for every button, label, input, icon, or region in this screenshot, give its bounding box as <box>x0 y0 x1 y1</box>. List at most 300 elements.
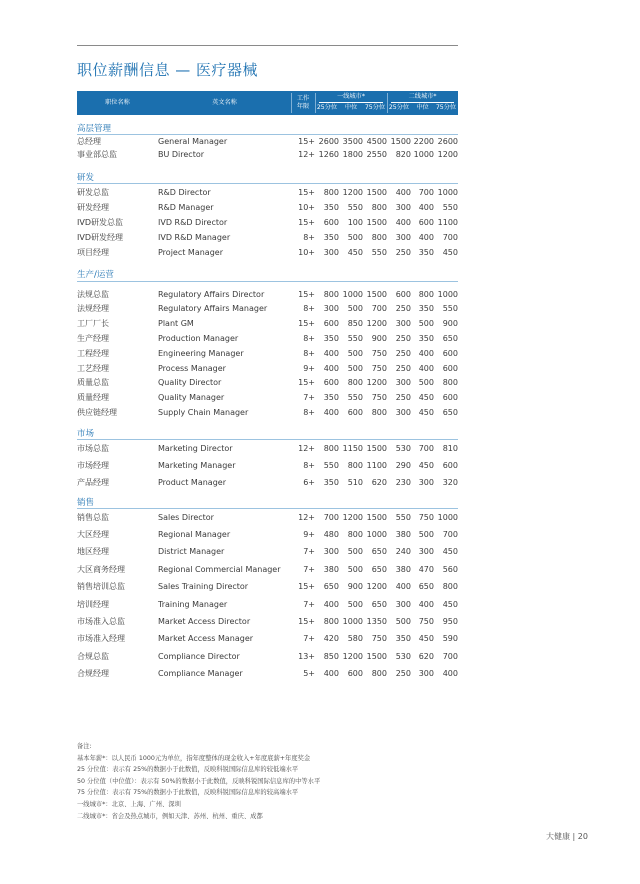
cell-years: 15+ <box>298 319 315 328</box>
note-line: 50 分位值（中位值）：表示有 50%的数据小于此数值，反映科锐国际信息库的中等水平 <box>77 777 321 785</box>
cell-tier1-p25: 300 <box>323 547 339 556</box>
cell-years: 8+ <box>303 461 315 470</box>
cell-tier1-p75: 800 <box>371 203 387 212</box>
section-divider <box>77 134 458 135</box>
cell-tier2-p75: 400 <box>442 669 458 678</box>
section-divider <box>77 508 458 509</box>
cell-tier1-p25: 800 <box>323 290 339 299</box>
table-row <box>77 303 458 315</box>
cell-cn: 法规总监 <box>77 290 109 299</box>
cell-tier2-p75: 1100 <box>437 218 458 227</box>
cell-en: Quality Manager <box>158 393 225 402</box>
cell-years: 8+ <box>303 304 315 313</box>
cell-tier1-p75: 750 <box>371 393 387 402</box>
cell-tier1-p50: 1800 <box>342 150 363 159</box>
cell-cn: 研发经理 <box>77 203 109 212</box>
cell-tier2-p75: 700 <box>442 530 458 539</box>
cell-en: Production Manager <box>158 334 239 343</box>
cell-tier2-p25: 500 <box>395 617 411 626</box>
cell-tier2-p25: 300 <box>395 203 411 212</box>
table-row <box>77 392 458 404</box>
cell-tier1-p25: 1260 <box>318 150 339 159</box>
table-row <box>77 232 458 244</box>
cell-tier2-p75: 600 <box>442 349 458 358</box>
cell-cn: 合规总监 <box>77 652 109 661</box>
cell-en: R&D Director <box>158 188 211 197</box>
cell-tier2-p75: 2600 <box>437 137 458 146</box>
cell-tier1-p25: 400 <box>323 349 339 358</box>
cell-tier2-p25: 230 <box>395 478 411 487</box>
cell-tier2-p50: 300 <box>418 478 434 487</box>
cell-tier2-p75: 800 <box>442 582 458 591</box>
cell-en: Quality Director <box>158 378 222 387</box>
cell-tier2-p50: 650 <box>418 582 434 591</box>
header-tier2-underline <box>391 102 454 103</box>
cell-cn: 质量总监 <box>77 378 109 387</box>
cell-years: 12+ <box>298 513 315 522</box>
cell-cn: 市场准入总监 <box>77 617 125 626</box>
cell-tier1-p25: 850 <box>323 652 339 661</box>
cell-tier1-p50: 1200 <box>342 652 363 661</box>
table-row <box>77 333 458 345</box>
cell-tier1-p25: 400 <box>323 408 339 417</box>
cell-tier2-p25: 250 <box>395 364 411 373</box>
table-row <box>77 136 458 148</box>
cell-tier1-p75: 700 <box>371 304 387 313</box>
table-row <box>77 460 458 472</box>
cell-cn: 工厂厂长 <box>77 319 109 328</box>
cell-years: 7+ <box>303 565 315 574</box>
cell-tier2-p50: 2200 <box>413 137 434 146</box>
table-row <box>77 651 458 663</box>
cell-cn: 质量经理 <box>77 393 109 402</box>
cell-tier1-p50: 500 <box>347 304 363 313</box>
cell-tier2-p25: 300 <box>395 600 411 609</box>
cell-tier1-p25: 300 <box>323 304 339 313</box>
cell-tier1-p50: 510 <box>347 478 363 487</box>
cell-tier2-p75: 450 <box>442 600 458 609</box>
cell-tier1-p50: 500 <box>347 565 363 574</box>
cell-tier1-p75: 650 <box>371 600 387 609</box>
cell-tier1-p50: 1200 <box>342 188 363 197</box>
cell-tier1-p75: 750 <box>371 634 387 643</box>
cell-cn: 市场总监 <box>77 444 109 453</box>
cell-tier2-p50: 500 <box>418 378 434 387</box>
cell-cn: 项目经理 <box>77 248 109 257</box>
cell-tier2-p75: 1000 <box>437 188 458 197</box>
cell-years: 8+ <box>303 408 315 417</box>
cell-tier1-p50: 100 <box>347 218 363 227</box>
table-row <box>77 668 458 680</box>
cell-tier1-p75: 650 <box>371 565 387 574</box>
cell-tier1-p75: 1500 <box>366 218 387 227</box>
cell-en: Marketing Manager <box>158 461 236 470</box>
cell-tier2-p50: 350 <box>418 248 434 257</box>
cell-tier2-p50: 350 <box>418 304 434 313</box>
header-years: 工作 年限 <box>296 95 310 110</box>
cell-years: 6+ <box>303 478 315 487</box>
cell-tier2-p25: 380 <box>395 565 411 574</box>
cell-tier1-p50: 1150 <box>342 444 363 453</box>
cell-tier2-p50: 500 <box>418 530 434 539</box>
header-tier1-p50: 中位 <box>344 104 358 111</box>
cell-tier2-p25: 530 <box>395 444 411 453</box>
cell-tier1-p50: 550 <box>347 393 363 402</box>
cell-tier2-p75: 320 <box>442 478 458 487</box>
cell-tier2-p75: 1200 <box>437 150 458 159</box>
cell-tier2-p50: 470 <box>418 565 434 574</box>
cell-tier2-p75: 1000 <box>437 290 458 299</box>
page-footer: 大健康 | 20 <box>546 832 588 841</box>
cell-cn: 合规经理 <box>77 669 109 678</box>
cell-years: 15+ <box>298 290 315 299</box>
cell-tier2-p50: 450 <box>418 393 434 402</box>
top-rule <box>77 45 458 46</box>
table-row <box>77 377 458 389</box>
cell-tier2-p50: 400 <box>418 364 434 373</box>
cell-en: Supply Chain Manager <box>158 408 249 417</box>
cell-en: Training Manager <box>158 600 228 609</box>
cell-tier2-p25: 300 <box>395 233 411 242</box>
cell-tier1-p25: 350 <box>323 478 339 487</box>
cell-tier2-p25: 400 <box>395 188 411 197</box>
cell-years: 7+ <box>303 600 315 609</box>
cell-tier2-p75: 550 <box>442 304 458 313</box>
section-divider <box>77 281 458 282</box>
cell-cn: IVD研发总监 <box>77 218 123 227</box>
cell-cn: 大区经理 <box>77 530 109 539</box>
cell-tier2-p25: 350 <box>395 634 411 643</box>
cell-cn: 法规经理 <box>77 304 109 313</box>
cell-tier2-p75: 560 <box>442 565 458 574</box>
cell-tier2-p25: 300 <box>395 378 411 387</box>
cell-tier2-p25: 290 <box>395 461 411 470</box>
cell-tier1-p50: 600 <box>347 669 363 678</box>
cell-tier1-p50: 580 <box>347 634 363 643</box>
cell-tier1-p25: 600 <box>323 378 339 387</box>
cell-years: 10+ <box>298 203 315 212</box>
cell-tier2-p50: 400 <box>418 203 434 212</box>
table-row <box>77 633 458 645</box>
cell-tier1-p50: 800 <box>347 461 363 470</box>
cell-tier1-p25: 600 <box>323 319 339 328</box>
cell-tier2-p50: 700 <box>418 188 434 197</box>
cell-tier1-p75: 620 <box>371 478 387 487</box>
cell-tier1-p25: 2600 <box>318 137 339 146</box>
cell-tier1-p25: 350 <box>323 334 339 343</box>
cell-tier2-p75: 810 <box>442 444 458 453</box>
section-title-marketing: 市场 <box>77 429 95 439</box>
cell-tier1-p75: 2550 <box>366 150 387 159</box>
cell-tier2-p50: 450 <box>418 634 434 643</box>
cell-en: Regional Manager <box>158 530 231 539</box>
cell-years: 15+ <box>298 582 315 591</box>
cell-tier2-p75: 600 <box>442 364 458 373</box>
cell-en: Compliance Director <box>158 652 240 661</box>
cell-tier2-p75: 450 <box>442 248 458 257</box>
cell-tier2-p50: 300 <box>418 669 434 678</box>
cell-tier1-p50: 800 <box>347 378 363 387</box>
cell-tier1-p50: 600 <box>347 408 363 417</box>
cell-en: Process Manager <box>158 364 226 373</box>
cell-tier1-p25: 420 <box>323 634 339 643</box>
table-row <box>77 564 458 576</box>
header-tier2: 二线城市* <box>408 93 437 100</box>
cell-tier1-p25: 480 <box>323 530 339 539</box>
header-english-name: 英文名称 <box>212 99 237 106</box>
section-title-operations: 生产/运营 <box>77 270 114 280</box>
cell-en: Regional Commercial Manager <box>158 565 281 574</box>
cell-tier2-p75: 450 <box>442 547 458 556</box>
cell-tier1-p75: 550 <box>371 248 387 257</box>
cell-tier1-p75: 1100 <box>366 461 387 470</box>
cell-years: 7+ <box>303 393 315 402</box>
cell-tier1-p75: 1500 <box>366 444 387 453</box>
cell-en: Compliance Manager <box>158 669 243 678</box>
cell-years: 9+ <box>303 364 315 373</box>
cell-en: Plant GM <box>158 319 194 328</box>
cell-tier1-p50: 1000 <box>342 617 363 626</box>
cell-years: 8+ <box>303 349 315 358</box>
cell-tier2-p75: 650 <box>442 334 458 343</box>
cell-tier1-p25: 380 <box>323 565 339 574</box>
cell-years: 10+ <box>298 248 315 257</box>
cell-tier1-p50: 900 <box>347 582 363 591</box>
note-line: 二线城市*：省会及热点城市，例如天津、苏州、杭州、重庆、成都 <box>77 812 263 820</box>
table-row <box>77 202 458 214</box>
cell-tier2-p75: 600 <box>442 393 458 402</box>
cell-tier2-p75: 1000 <box>437 513 458 522</box>
cell-en: IVD R&D Director <box>158 218 228 227</box>
cell-tier2-p75: 550 <box>442 203 458 212</box>
cell-tier2-p25: 250 <box>395 349 411 358</box>
cell-tier1-p75: 1500 <box>366 188 387 197</box>
table-row <box>77 616 458 628</box>
table-row <box>77 187 458 199</box>
note-line: 75 分位值：表示有 75%的数据小于此数值，反映科锐国际信息库的较高端水平 <box>77 789 299 797</box>
cell-tier2-p50: 450 <box>418 408 434 417</box>
cell-tier1-p50: 3500 <box>342 137 363 146</box>
cell-en: Market Access Manager <box>158 634 254 643</box>
cell-years: 9+ <box>303 530 315 539</box>
cell-tier1-p75: 1200 <box>366 582 387 591</box>
note-line: 一线城市*：北京、上海、广州、深圳 <box>77 800 181 808</box>
table-row <box>77 363 458 375</box>
cell-tier2-p25: 250 <box>395 334 411 343</box>
cell-tier1-p75: 1000 <box>366 530 387 539</box>
cell-tier1-p75: 4500 <box>366 137 387 146</box>
cell-en: Product Manager <box>158 478 226 487</box>
cell-years: 12+ <box>298 150 315 159</box>
cell-tier2-p50: 750 <box>418 617 434 626</box>
cell-cn: 研发总监 <box>77 188 109 197</box>
cell-en: Regulatory Affairs Director <box>158 290 265 299</box>
header-tier2-p75: 75分位 <box>435 104 457 111</box>
cell-cn: 总经理 <box>77 137 101 146</box>
cell-en: General Manager <box>158 137 228 146</box>
cell-tier2-p75: 650 <box>442 408 458 417</box>
cell-en: Regulatory Affairs Manager <box>158 304 268 313</box>
cell-tier2-p25: 300 <box>395 319 411 328</box>
cell-tier1-p75: 900 <box>371 334 387 343</box>
cell-tier1-p75: 750 <box>371 364 387 373</box>
cell-en: IVD R&D Manager <box>158 233 231 242</box>
header-divider <box>291 93 292 113</box>
table-header <box>77 91 458 115</box>
table-row <box>77 477 458 489</box>
table-row <box>77 529 458 541</box>
cell-tier2-p50: 800 <box>418 290 434 299</box>
cell-tier1-p50: 450 <box>347 248 363 257</box>
cell-tier2-p50: 600 <box>418 218 434 227</box>
table-row <box>77 289 458 301</box>
cell-tier1-p75: 1200 <box>366 378 387 387</box>
cell-tier1-p25: 400 <box>323 600 339 609</box>
cell-en: Sales Training Director <box>158 582 249 591</box>
cell-cn: 供应链经理 <box>77 408 117 417</box>
cell-en: R&D Manager <box>158 203 214 212</box>
cell-tier1-p25: 600 <box>323 218 339 227</box>
cell-tier2-p50: 400 <box>418 349 434 358</box>
cell-tier1-p25: 800 <box>323 444 339 453</box>
cell-tier2-p25: 240 <box>395 547 411 556</box>
table-row <box>77 407 458 419</box>
table-row <box>77 149 458 161</box>
cell-tier1-p75: 750 <box>371 349 387 358</box>
cell-tier2-p50: 1000 <box>413 150 434 159</box>
cell-tier2-p50: 350 <box>418 334 434 343</box>
cell-years: 8+ <box>303 334 315 343</box>
cell-tier2-p25: 820 <box>395 150 411 159</box>
cell-tier2-p50: 620 <box>418 652 434 661</box>
table-row <box>77 581 458 593</box>
table-row <box>77 217 458 229</box>
cell-years: 15+ <box>298 218 315 227</box>
cell-tier2-p50: 500 <box>418 319 434 328</box>
header-tier1-underline <box>319 102 383 103</box>
cell-en: Engineering Manager <box>158 349 244 358</box>
footnotes <box>77 741 320 822</box>
cell-tier1-p50: 500 <box>347 349 363 358</box>
cell-en: District Manager <box>158 547 225 556</box>
cell-tier1-p25: 300 <box>323 248 339 257</box>
header-position-name: 职位名称 <box>105 99 130 106</box>
cell-tier1-p75: 1350 <box>366 617 387 626</box>
cell-tier2-p50: 450 <box>418 461 434 470</box>
cell-years: 13+ <box>298 652 315 661</box>
section-divider <box>77 439 458 440</box>
cell-tier1-p25: 400 <box>323 669 339 678</box>
section-title-sales: 销售 <box>77 498 95 508</box>
cell-cn: 市场准入经理 <box>77 634 125 643</box>
cell-tier1-p25: 800 <box>323 188 339 197</box>
cell-cn: IVD研发经理 <box>77 233 123 242</box>
cell-tier2-p50: 400 <box>418 600 434 609</box>
cell-tier1-p75: 1500 <box>366 290 387 299</box>
cell-tier2-p75: 590 <box>442 634 458 643</box>
cell-tier1-p50: 500 <box>347 233 363 242</box>
cell-cn: 工程经理 <box>77 349 109 358</box>
cell-tier2-p25: 250 <box>395 248 411 257</box>
header-tier1-p25: 25分位 <box>316 104 338 111</box>
page-title: 职位薪酬信息 — 医疗器械 <box>77 61 259 79</box>
header-tier2-p50: 中位 <box>416 104 429 111</box>
cell-tier1-p75: 1200 <box>366 319 387 328</box>
cell-tier2-p25: 550 <box>395 513 411 522</box>
cell-years: 15+ <box>298 137 315 146</box>
table-row <box>77 546 458 558</box>
cell-tier1-p50: 800 <box>347 530 363 539</box>
cell-tier2-p25: 400 <box>395 582 411 591</box>
section-title-rnd: 研发 <box>77 173 95 183</box>
cell-cn: 大区商务经理 <box>77 565 125 574</box>
cell-en: BU Director <box>158 150 205 159</box>
cell-tier1-p50: 550 <box>347 334 363 343</box>
table-row <box>77 318 458 330</box>
cell-tier2-p25: 300 <box>395 408 411 417</box>
cell-cn: 生产经理 <box>77 334 109 343</box>
cell-tier2-p25: 250 <box>395 669 411 678</box>
cell-cn: 地区经理 <box>77 547 109 556</box>
cell-tier1-p50: 1200 <box>342 513 363 522</box>
cell-tier1-p25: 400 <box>323 364 339 373</box>
table-row <box>77 247 458 259</box>
cell-tier2-p75: 800 <box>442 378 458 387</box>
note-line: 25 分位值：表示有 25%的数据小于此数值，反映科锐国际信息库的较低端水平 <box>77 766 299 774</box>
cell-tier1-p50: 1000 <box>342 290 363 299</box>
cell-cn: 工艺经理 <box>77 364 109 373</box>
table-row <box>77 599 458 611</box>
cell-tier1-p50: 550 <box>347 203 363 212</box>
cell-tier2-p25: 250 <box>395 393 411 402</box>
cell-tier2-p50: 750 <box>418 513 434 522</box>
cell-tier2-p50: 700 <box>418 444 434 453</box>
cell-en: Project Manager <box>158 248 223 257</box>
table-row <box>77 443 458 455</box>
cell-years: 5+ <box>303 669 315 678</box>
cell-years: 12+ <box>298 444 315 453</box>
cell-years: 8+ <box>303 233 315 242</box>
cell-years: 15+ <box>298 617 315 626</box>
cell-tier1-p75: 1500 <box>366 652 387 661</box>
cell-tier1-p25: 700 <box>323 513 339 522</box>
table-row <box>77 348 458 360</box>
cell-en: Marketing Director <box>158 444 233 453</box>
cell-tier2-p75: 950 <box>442 617 458 626</box>
cell-tier2-p75: 700 <box>442 652 458 661</box>
cell-tier1-p25: 800 <box>323 617 339 626</box>
cell-en: Sales Director <box>158 513 214 522</box>
section-title-management: 高层管理 <box>77 124 112 134</box>
cell-tier1-p50: 500 <box>347 547 363 556</box>
cell-tier2-p75: 600 <box>442 461 458 470</box>
cell-tier1-p75: 800 <box>371 233 387 242</box>
cell-en: Market Access Director <box>158 617 251 626</box>
header-tier2-p25: 25分位 <box>388 104 410 111</box>
cell-tier1-p25: 550 <box>323 461 339 470</box>
table-row <box>77 512 458 524</box>
cell-tier1-p50: 500 <box>347 600 363 609</box>
header-tier1: 一线城市* <box>337 93 365 100</box>
cell-tier1-p25: 350 <box>323 203 339 212</box>
cell-tier1-p75: 1500 <box>366 513 387 522</box>
cell-tier1-p25: 350 <box>323 233 339 242</box>
cell-tier2-p25: 380 <box>395 530 411 539</box>
cell-years: 15+ <box>298 188 315 197</box>
cell-cn: 培训经理 <box>77 600 109 609</box>
cell-cn: 销售培训总监 <box>77 582 125 591</box>
section-divider <box>77 183 458 184</box>
